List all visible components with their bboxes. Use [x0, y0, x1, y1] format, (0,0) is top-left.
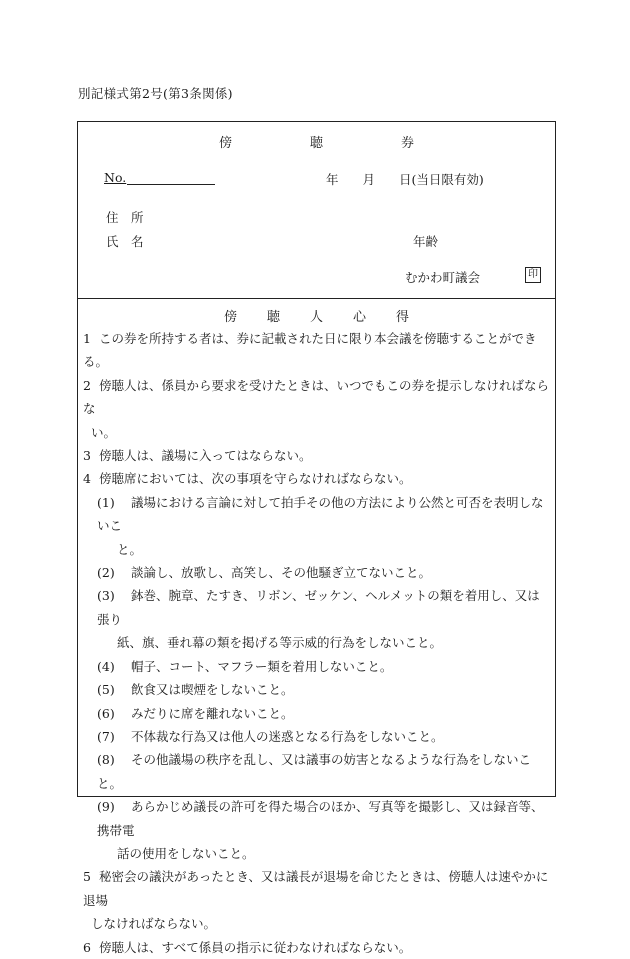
rule-sub-item: (7) 不体裁な行為又は他人の迷惑となる行為をしないこと。: [97, 728, 444, 744]
date-day-note: 日(当日限有効): [399, 172, 484, 187]
rules-title-char: 聴: [266, 310, 280, 325]
rule-sub-item: (6) みだりに席を離れないこと。: [97, 705, 294, 721]
ticket-number-line: [127, 172, 215, 185]
date-month: 月: [362, 172, 376, 187]
rule-sub-item: (8) その他議場の秩序を乱し、又は議事の妨害となるような行為をしないこと。: [97, 752, 532, 791]
rule-sub-item: (9) あらかじめ議長の許可を得た場合のほか、写真等を撮影し、又は録音等、携帯電 話の使用をしないこと。: [97, 799, 544, 861]
rules-list: [83, 327, 551, 959]
rule-sub-item: (1) 議場における言論に対して拍手その他の方法により公然と可否を表明しないこ と。: [97, 494, 544, 557]
rule-sub-item: (2) 談論し、放歌し、高笑し、その他騒ぎ立てないこと。: [97, 565, 432, 581]
rules-title-char: 心: [353, 310, 367, 325]
ticket-title-char: 券: [401, 136, 415, 151]
rules-title-char: 傍: [223, 310, 237, 325]
rules-title-char: 得: [396, 310, 410, 325]
ticket-number: [104, 170, 215, 185]
rule-item: 3 傍聴人は、議場に入ってはならない。: [83, 448, 312, 464]
rule-item: 4 傍聴席においては、次の事項を守らなければならない。: [83, 471, 412, 487]
rule-sub-item: (5) 飲食又は喫煙をしないこと。: [97, 682, 294, 698]
seal-mark: 印: [525, 267, 541, 283]
rules-title-char: 人: [309, 310, 323, 325]
rule-sub-item: (3) 鉢巻、腕章、たすき、リボン、ゼッケン、ヘルメットの類を着用し、又は張り 紙、旗、垂れ幕の類を掲げる等示威的行為をしないこと。: [97, 588, 540, 651]
rule-sub-item: (4) 帽子、コート、マフラー類を着用しないこと。: [97, 658, 393, 674]
form-label: 別記様式第2号(第3条関係): [78, 86, 233, 101]
section-divider: [78, 298, 555, 299]
name-label: 氏 名: [106, 234, 144, 249]
rule-item: 5 秘密会の議決があったとき、又は議長が退場を命じたときは、傍聴人は速やかに退場 しなければならない。: [83, 869, 549, 932]
ticket-title-char: 聴: [309, 136, 323, 151]
ticket-frame: [77, 121, 556, 955]
address-label: 住 所: [106, 210, 144, 225]
rules-title: [78, 306, 555, 325]
ticket-title: [78, 132, 555, 151]
ticket-title-char: 傍: [218, 136, 232, 151]
ticket-number-label: No.: [104, 170, 127, 185]
rule-item: 1 この券を所持する者は、券に記載された日に限り本会議を傍聴することができる。: [83, 331, 537, 370]
rule-item: 6 傍聴人は、すべて係員の指示に従わなければならない。: [83, 939, 412, 955]
rule-item: 2 傍聴人は、係員から要求を受けたときは、いつでもこの券を提示しなければならな い。: [83, 377, 550, 440]
date-year: 年: [326, 172, 339, 187]
age-label: 年齢: [413, 234, 439, 249]
ticket-date: [326, 170, 484, 188]
council-name: むかわ町議会: [405, 270, 481, 285]
